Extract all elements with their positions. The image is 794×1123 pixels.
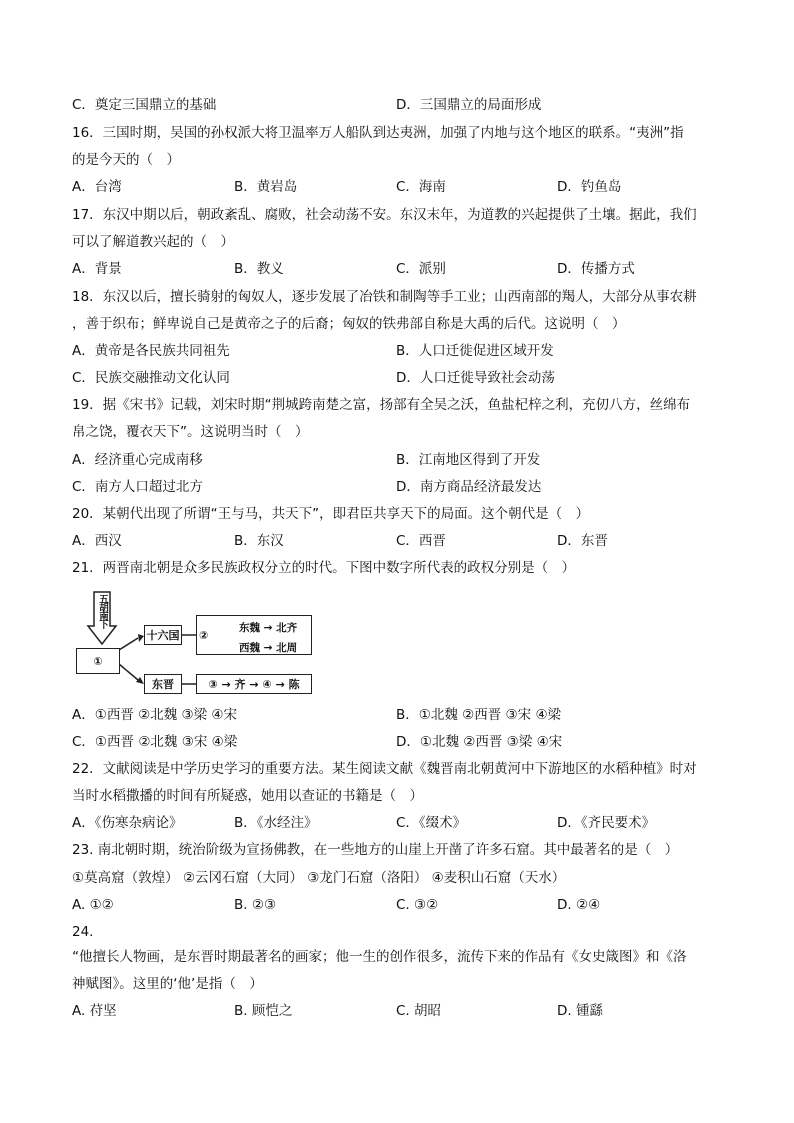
q24-option-a: A. 苻坚 — [72, 1003, 117, 1019]
box-sixteen-kingdoms: 十六国 — [144, 625, 182, 645]
q21-option-c: C．①西晋 ②北魏 ③宋 ④梁 — [72, 734, 238, 750]
q22-option-b: B．《水经注》 — [234, 815, 318, 831]
q19-option-b: B．江南地区得到了开发 — [396, 452, 541, 468]
q24-option-d: D. 锺繇 — [557, 1003, 603, 1019]
q19-option-c: C．南方人口超过北方 — [72, 479, 203, 495]
q20-option-d: D．东晋 — [557, 533, 608, 549]
box-south-chain: ③ → 齐 → ④ → 陈 — [196, 674, 312, 694]
q23-option-a: A. ①② — [72, 897, 114, 913]
num-2: ② — [199, 628, 209, 642]
q17-stem-line2: 可以了解道教兴起的（ ） — [72, 234, 234, 250]
q24-number: 24. — [72, 924, 94, 940]
q21-option-b: B．①北魏 ②西晋 ③宋 ④梁 — [396, 707, 562, 723]
q18-stem-line1: 18．东汉以后，擅长骑射的匈奴人，逐步发展了冶铁和制陶等手工业；山西南部的羯人，大部分从事农耕 — [72, 289, 697, 305]
q22-stem-line2: 当时水稻撒播的时间有所疑惑，她用以查证的书籍是（ ） — [72, 788, 423, 804]
q21-option-d: D．①北魏 ②西晋 ③梁 ④宋 — [396, 734, 563, 750]
regime-diagram — [72, 588, 312, 703]
q24-option-c: C. 胡昭 — [396, 1003, 442, 1019]
q20-option-c: C．西晋 — [396, 533, 446, 549]
east-wei-chain: 东魏 → 北齐 — [239, 622, 298, 634]
q19-stem-line1: 19．据《宋书》记载，刘宋时期“荆城跨南楚之富，扬部有全吴之沃，鱼盐杞梓之利，充仞八方，丝绵布 — [72, 397, 691, 413]
q18-option-b: B．人口迁徙促进区域开发 — [396, 343, 554, 359]
q16-option-d: D．钓鱼岛 — [557, 179, 622, 195]
box-1: ① — [76, 648, 120, 674]
west-wei-chain: 西魏 → 北周 — [239, 642, 298, 654]
q18-option-d: D．人口迁徙导致社会动荡 — [396, 370, 555, 386]
q18-stem-line2: ，善于织布；鲜卑说自己是黄帝之子的后裔；匈奴的铁弗部自称是大禹的后代。这说明（ ） — [72, 316, 626, 332]
q24-stem-line1: “他擅长人物画，是东晋时期最著名的画家；他一生的创作很多，流传下来的作品有《女史箴图》和《洛 — [72, 949, 687, 965]
q16-stem-line2: 的是今天的（ ） — [72, 152, 180, 168]
q22-option-a: A．《伤寒杂病论》 — [72, 815, 183, 831]
box-dongjin: 东晋 — [144, 674, 182, 694]
q18-option-a: A．黄帝是各民族共同祖先 — [72, 343, 230, 359]
q24-stem-line2: 神赋图》。这里的‘他’是指（ ） — [72, 976, 263, 992]
q17-option-b: B．教义 — [234, 261, 284, 277]
q19-option-a: A．经济重心完成南移 — [72, 452, 203, 468]
q20-option-a: A．西汉 — [72, 533, 122, 549]
q17-option-a: A．背景 — [72, 261, 122, 277]
q21-option-a: A．①西晋 ②北魏 ③梁 ④宋 — [72, 707, 238, 723]
q20-option-b: B．东汉 — [234, 533, 284, 549]
arrow-label: 五胡南下 — [97, 594, 108, 628]
q19-stem-line2: 帛之饶，覆衣天下”。这说明当时（ ） — [72, 424, 309, 440]
q17-option-c: C．派别 — [396, 261, 446, 277]
q18-option-c: C．民族交融推动文化认同 — [72, 370, 230, 386]
q22-stem-line1: 22．文献阅读是中学历史学习的重要方法。某生阅读文献《魏晋南北朝黄河中下游地区的水稻种植》时对 — [72, 761, 697, 777]
q17-stem-line1: 17．东汉中期以后，朝政紊乱、腐败，社会动荡不安。东汉末年，为道教的兴起提供了土壤。据此，我们 — [72, 207, 697, 223]
q23-option-b: B. ②③ — [234, 897, 277, 913]
q15-option-d: D．三国鼎立的局面形成 — [396, 97, 542, 113]
q23-option-c: C. ③② — [396, 897, 439, 913]
q19-option-d: D．南方商品经济最发达 — [396, 479, 542, 495]
q23-stem-line2: ①莫高窟（敦煌） ②云冈石窟（大同） ③龙门石窟（洛阳） ④麦积山石窟（天水） — [72, 870, 566, 886]
q24-option-b: B. 顾恺之 — [234, 1003, 293, 1019]
q23-option-d: D. ②④ — [557, 897, 601, 913]
q23-stem-line1: 23. 南北朝时期，统治阶级为宣扬佛教，在一些地方的山崖上开凿了许多石窟。其中最著名的是（ ） — [72, 842, 679, 858]
q16-option-a: A．台湾 — [72, 179, 122, 195]
q21-stem-line1: 21．两晋南北朝是众多民族政权分立的时代。下图中数字所代表的政权分别是（ ） — [72, 560, 576, 576]
q22-option-c: C．《缀术》 — [396, 815, 467, 831]
q17-option-d: D．传播方式 — [557, 261, 635, 277]
q15-option-c: C．奠定三国鼎立的基础 — [72, 97, 217, 113]
q16-option-c: C．海南 — [396, 179, 446, 195]
q16-stem-line1: 16．三国时期，吴国的孙权派大将卫温率万人船队到达夷洲，加强了内地与这个地区的联系。“夷洲”指 — [72, 125, 684, 141]
q20-stem-line1: 20．某朝代出现了所谓“王与马，共天下”，即君臣共享天下的局面。这个朝代是（ ） — [72, 506, 590, 522]
q16-option-b: B．黄岩岛 — [234, 179, 298, 195]
q22-option-d: D．《齐民要术》 — [557, 815, 656, 831]
